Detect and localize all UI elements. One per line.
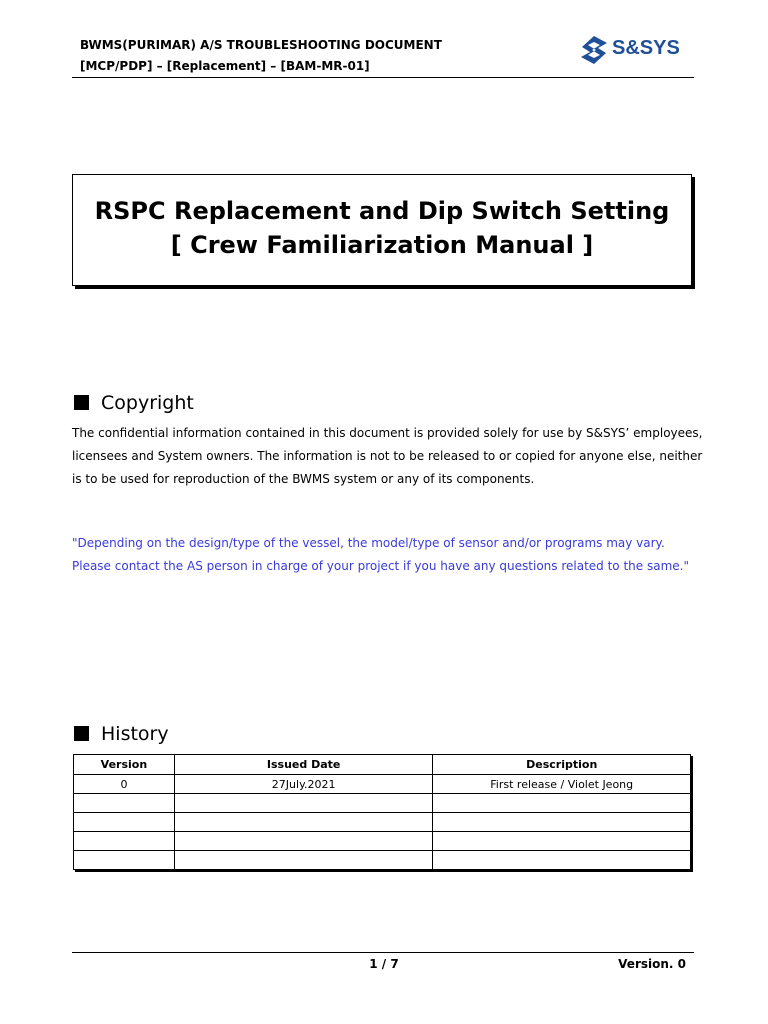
logo-mark-icon [578, 34, 610, 66]
cell-description [433, 794, 691, 813]
column-header-version: Version [74, 755, 175, 775]
document-subtitle: [ Crew Familiarization Manual ] [170, 231, 594, 259]
cell-version [74, 813, 175, 832]
title-box [72, 174, 692, 286]
history-heading [74, 723, 169, 745]
cell-description: First release / Violet Jeong [433, 775, 691, 794]
table-row [74, 813, 691, 832]
company-logo [578, 34, 690, 66]
column-header-description: Description [433, 755, 691, 775]
vessel-note-line: "Depending on the design/type of the vessel, the model/type of sensor and/or programs may vary. [72, 536, 665, 550]
copyright-line: licensees and System owners. The information is not to be released to or copied for anyone else, neither [72, 449, 703, 463]
copyright-line: is to be used for reproduction of the BWMS system or any of its components. [72, 472, 535, 486]
cell-issued-date [174, 851, 433, 870]
table-row [74, 794, 691, 813]
square-bullet-icon [74, 395, 89, 410]
cell-description [433, 832, 691, 851]
cell-issued-date: 27July.2021 [174, 775, 433, 794]
document-title: RSPC Replacement and Dip Switch Setting [94, 197, 670, 225]
square-bullet-icon [74, 726, 89, 741]
cell-version [74, 851, 175, 870]
table-row [74, 775, 691, 794]
column-header-issued-date: Issued Date [174, 755, 433, 775]
cell-issued-date [174, 794, 433, 813]
copyright-line: The confidential information contained in this document is provided solely for use by S&SYS’ employees, [72, 426, 703, 440]
page-number: 1 / 7 [369, 957, 399, 971]
history-table [73, 754, 691, 870]
vessel-note [72, 532, 694, 578]
footer-divider [72, 952, 694, 953]
cell-description [433, 851, 691, 870]
header-document-title: BWMS(PURIMAR) A/S TROUBLESHOOTING DOCUMENT [80, 38, 442, 52]
copyright-paragraph [72, 422, 703, 491]
history-heading-text: History [101, 723, 169, 745]
table-row [74, 832, 691, 851]
cell-issued-date [174, 832, 433, 851]
copyright-heading-text: Copyright [101, 392, 194, 414]
logo-text: S&SYS [612, 37, 680, 59]
document-version: Version. 0 [618, 957, 686, 971]
table-header-row [74, 755, 691, 775]
cell-version [74, 794, 175, 813]
cell-issued-date [174, 813, 433, 832]
table-row [74, 851, 691, 870]
header-document-code: [MCP/PDP] – [Replacement] – [BAM-MR-01] [80, 59, 370, 73]
cell-version [74, 832, 175, 851]
cell-description [433, 813, 691, 832]
copyright-heading [74, 392, 194, 414]
cell-version: 0 [74, 775, 175, 794]
header-divider [72, 77, 694, 78]
vessel-note-line: Please contact the AS person in charge of your project if you have any questions related to the same." [72, 559, 689, 573]
